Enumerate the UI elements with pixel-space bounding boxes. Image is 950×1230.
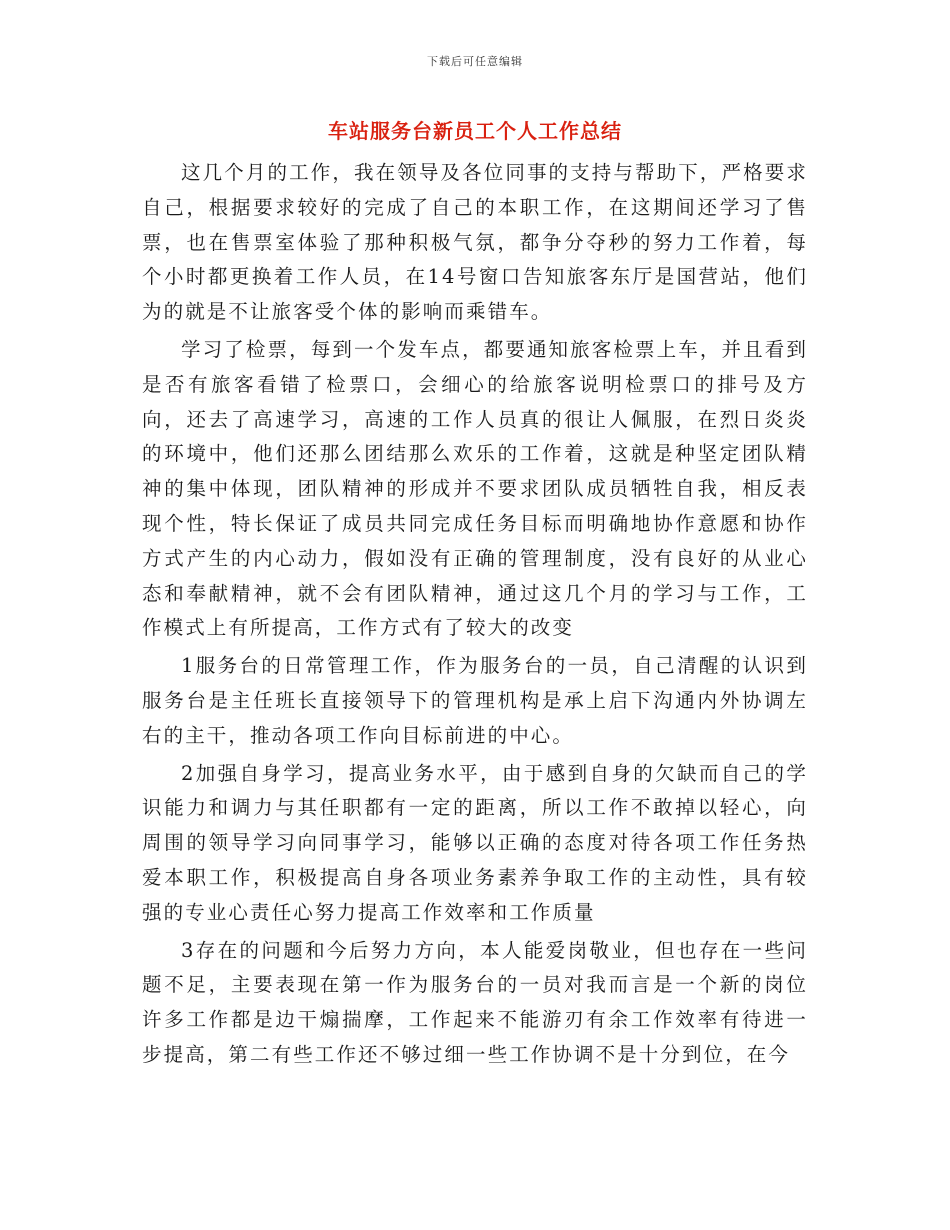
paragraph-2: 学习了检票，每到一个发车点，都要通知旅客检票上车，并且看到是否有旅客看错了检票口，会细心的给旅客说明检票口的排号及方向，还去了高速学习，高速的工作人员真的很让人佩服，在烈日炎炎的环境中，他们还那么团结那么欢乐的工作着，这就是种坚定团队精神的集中体现，团队精神的形成并不要求团队成员牺牲自我，相反表现个性，特长保证了成员共同完成任务目标而明确地协作意愿和协作方式产生的内心动力，假如没有正确的管理制度，没有良好的从业心态和奉献精神，就不会有团队精神，通过这几个月的学习与工作，工作模式上有所提高，工作方式有了较大的改变 — [142, 337, 808, 640]
paragraph-3: 1服务台的日常管理工作，作为服务台的一员，自己清醒的认识到服务台是主任班长直接领导下的管理机构是承上启下沟通内外协调左右的主干，推动各项工作向目标前进的中心。 — [142, 654, 808, 747]
paragraph-4: 2加强自身学习，提高业务水平，由于感到自身的欠缺而自己的学识能力和调力与其任职都有一定的距离，所以工作不敢掉以轻心，向周围的领导学习向同事学习，能够以正确的态度对待各项工作任务热爱本职工作，积极提高自身各项业务素养争取工作的主动性，具有较强的专业心责任心努力提高工作效率和工作质量 — [142, 761, 808, 924]
paragraph-1: 这几个月的工作，我在领导及各位同事的支持与帮助下，严格要求自己，根据要求较好的完成了自己的本职工作，在这期间还学习了售票，也在售票室体验了那种积极气氛，都争分夺秒的努力工作着，每个小时都更换着工作人员，在14号窗口告知旅客东厅是国营站，他们为的就是不让旅客受个体的影响而乘错车。 — [142, 161, 808, 324]
document-body — [142, 156, 808, 1076]
header-note: 下载后可任意编辑 — [427, 55, 523, 68]
paragraph-5: 3存在的问题和今后努力方向，本人能爱岗敬业，但也存在一些问题不足，主要表现在第一作为服务台的一员对我而言是一个新的岗位许多工作都是边干煽揣摩，工作起来不能游刃有余工作效率有待进一步提高，第二有些工作还不够过细一些工作协调不是十分到位，在今 — [142, 938, 808, 1066]
document-title: 车站服务台新员工个人工作总结 — [328, 119, 622, 143]
